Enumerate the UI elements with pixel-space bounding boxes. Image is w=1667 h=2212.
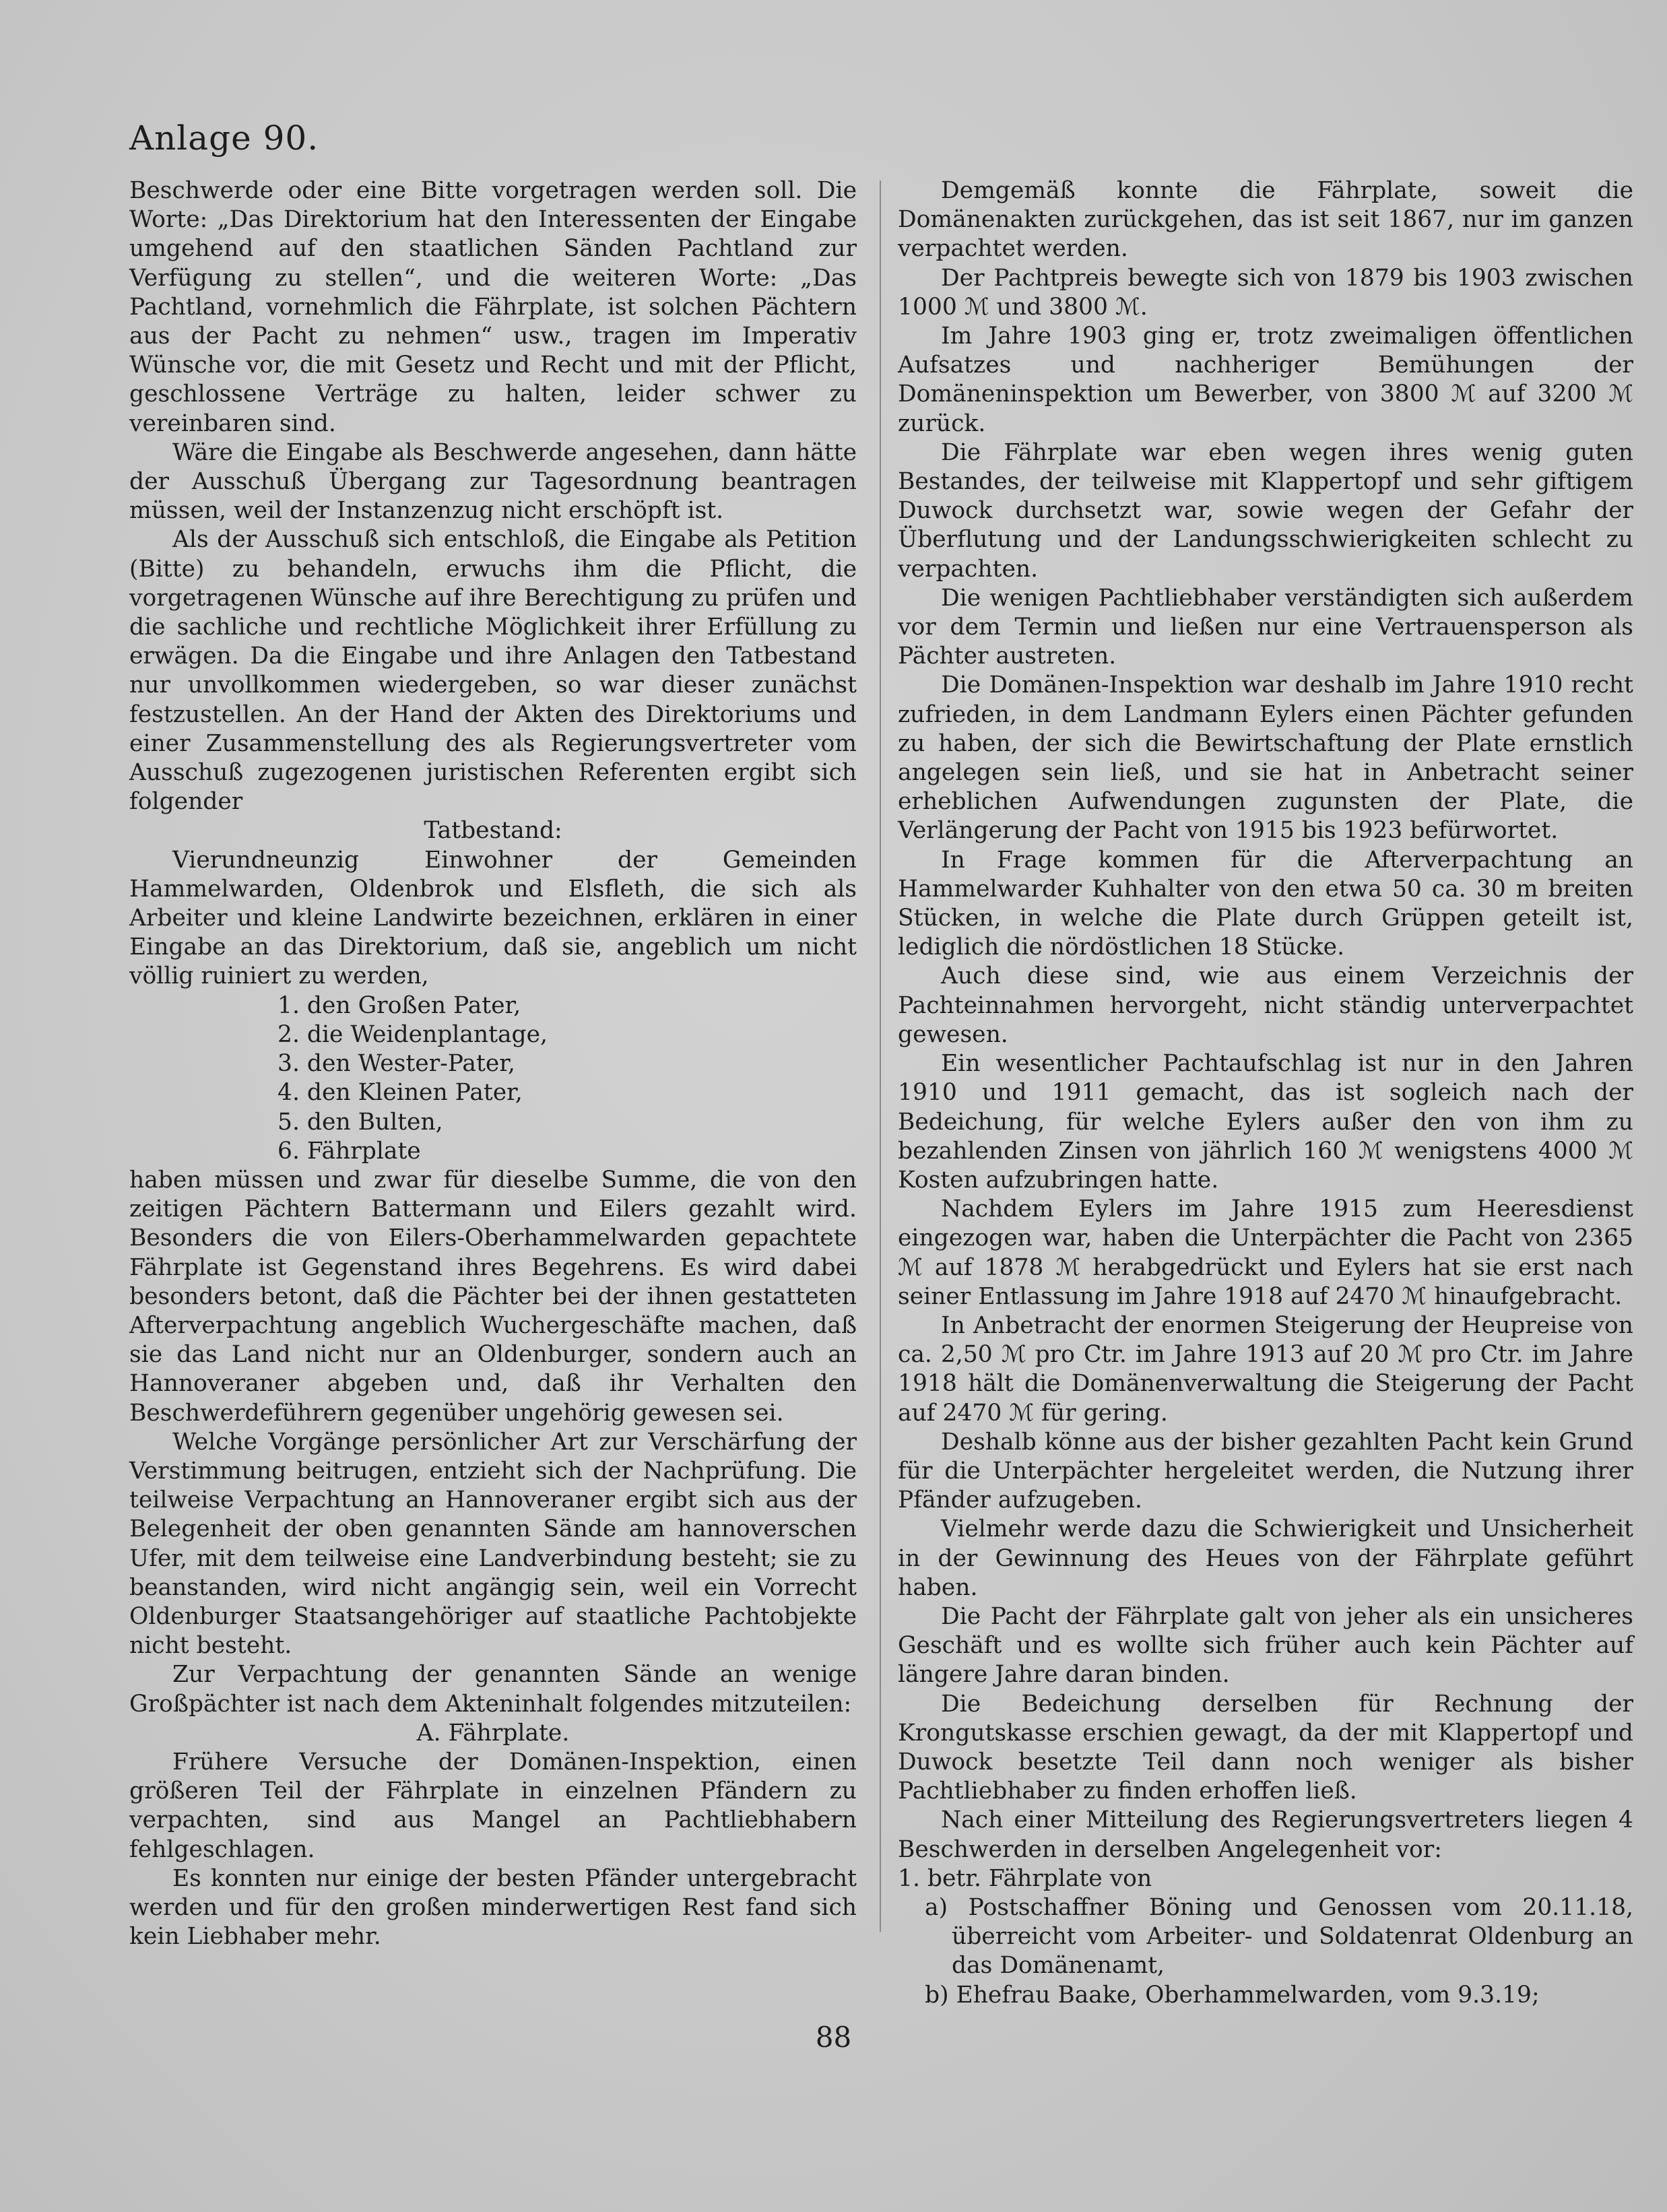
paragraph: Die Pacht der Fährplate galt von jeher als ein unsicheres Geschäft und es wollte sich früher auch kein Pächter auf längere Jahre daran binden. (898, 1602, 1633, 1689)
paragraph: Wäre die Eingabe als Beschwerde angesehen, dann hätte der Ausschuß Übergang zur Tagesordnung beantragen müssen, weil der Instanzenzug nicht erschöpft ist. (129, 438, 857, 525)
paragraph: Vierundneunzig Einwohner der Gemeinden Hammelwarden, Oldenbrok und Elsfleth, die sich als Arbeiter und kleine Landwirte bezeichnen, erklären in einer Eingabe an das Direktorium, daß sie, angeblich um nicht völlig ruiniert zu werden, (129, 846, 857, 990)
complaint-subitem: b) Ehefrau Baake, Oberhammelwarden, vom 9.3.19; (925, 1981, 1540, 2009)
paragraph: Nachdem Eylers im Jahre 1915 zum Heeresdienst eingezogen war, haben die Unterpächter die Pacht von 2365 ℳ auf 1878 ℳ herabgedrückt und Eylers hat sie erst nach seiner Entlassung im Jahre 1918 auf 2470 ℳ hinaufgebracht. (898, 1196, 1633, 1310)
paragraph: In Frage kommen für die Afterverpachtung an Hammelwarder Kuhhalter von den etwa 50 ca. 30 m breiten Stücken, in welche die Plate durch Grüppen geteilt ist, lediglich die nördöstlichen 18 Stücke. (898, 846, 1633, 961)
list-item: 5. den Bulten, (277, 1108, 443, 1136)
list-item: 1. den Großen Pater, (277, 991, 521, 1019)
list-item: 4. den Kleinen Pater, (277, 1079, 523, 1107)
complaint-subitem: a) Postschaffner Böning und Genossen vom 20.11.18, überreicht vom Arbeiter- und Soldatenrat Oldenburg an das Domänenamt, (925, 1893, 1633, 1980)
left-column (129, 176, 857, 1951)
paragraph: Frühere Versuche der Domänen-Inspektion, einen größeren Teil der Fährplate in einzelnen Pfändern zu verpachten, sind aus Mangel an Pachtliebhabern fehlgeschlagen. (129, 1748, 857, 1863)
paragraph: Auch diese sind, wie aus einem Verzeichnis der Pachteinnahmen hervorgeht, nicht ständig unterverpachtet gewesen. (898, 963, 1633, 1048)
paragraph: Ein wesentlicher Pachtaufschlag ist nur in den Jahren 1910 und 1911 gemacht, das ist sogleich nach der Bedeichung, für welche Eylers außer den von ihm zu bezahlenden Zinsen von jährlich 160 ℳ wenigstens 4000 ℳ Kosten aufzubringen hatte. (898, 1050, 1633, 1194)
paragraph: Deshalb könne aus der bisher gezahlten Pacht kein Grund für die Unterpächter hergeleitet werden, die Nutzung ihrer Pfänder aufzugeben. (898, 1428, 1633, 1514)
section-heading-tatbestand: Tatbestand: (424, 817, 562, 845)
paragraph: Demgemäß konnte die Fährplate, soweit die Domänenakten zurückgehen, das ist seit 1867, nur im ganzen verpachtet werden. (898, 177, 1633, 263)
page-number: 88 (815, 2021, 852, 2054)
paragraph: Beschwerde oder eine Bitte vorgetragen werden soll. Die Worte: „Das Direktorium hat den Interessenten der Eingabe umgehend auf den staatlichen Sänden Pachtland zur Verfügung zu stellen“, und die weiteren Worte: „Das Pachtland, vornehmlich die Fährplate, ist solchen Pächtern aus der Pacht zu nehmen“ usw., tragen im Imperativ Wünsche vor, die mit Gesetz und Recht und mit der Pflicht, geschlossene Verträge zu halten, leider schwer zu vereinbaren sind. (129, 177, 857, 437)
paragraph: Als der Ausschuß sich entschloß, die Eingabe als Petition (Bitte) zu behandeln, erwuchs ihm die Pflicht, die vorgetragenen Wünsche auf ihre Berechtigung zu prüfen und die sachliche und rechtliche Möglichkeit ihrer Erfüllung zu erwägen. Da die Eingabe und ihre Anlagen den Tatbestand nur unvollkommen wiedergeben, so war dieser zunächst festzustellen. An der Hand der Akten des Direktoriums und einer Zusammenstellung des als Regierungsvertreter vom Ausschuß zugezogenen juristischen Referenten ergibt sich folgender (129, 526, 857, 816)
sands-list (129, 991, 857, 1166)
list-item: 2. die Weidenplantage, (277, 1020, 548, 1048)
list-item: 6. Fährplate (277, 1137, 421, 1165)
paragraph: Die Fährplate war eben wegen ihres wenig guten Bestandes, der teilweise mit Klappertopf und sehr giftigem Duwock durchsetzt war, sowie wegen der Gefahr der Überflutung und der Landungsschwierigkeiten schlecht zu verpachten. (898, 438, 1633, 583)
section-heading-faehrplate: A. Fährplate. (416, 1719, 570, 1747)
paragraph: Welche Vorgänge persönlicher Art zur Verschärfung der Verstimmung beitrugen, entzieht sich der Nachprüfung. Die teilweise Verpachtung an Hannoveraner ergibt sich aus der Belegenheit der oben genannten Sände am hannoverschen Ufer, mit dem teilweise eine Landverbindung besteht; sie zu beanstanden, wird nicht angängig sein, weil ein Vorrecht Oldenburger Staatsangehöriger auf staatliche Pachtobjekte nicht besteht. (129, 1428, 857, 1660)
paragraph: Die Domänen-Inspektion war deshalb im Jahre 1910 recht zufrieden, in dem Landmann Eylers einen Pächter gefunden zu haben, der sich die Bewirtschaftung der Plate ernstlich angelegen sein ließ, und sie hat in Anbetracht seiner erheblichen Aufwendungen zugunsten der Plate, die Verlängerung der Pacht von 1915 bis 1923 befürwortet. (898, 672, 1633, 845)
list-item: 3. den Wester-Pater, (277, 1050, 515, 1078)
paragraph: Im Jahre 1903 ging er, trotz zweimaligen öffentlichen Aufsatzes und nachheriger Bemühungen der Domäneninspektion um Bewerber, von 3800 ℳ auf 3200 ℳ zurück. (898, 323, 1633, 437)
paragraph: In Anbetracht der enormen Steigerung der Heupreise von ca. 2,50 ℳ pro Ctr. im Jahre 1913 auf 20 ℳ pro Ctr. im Jahre 1918 hält die Domänenverwaltung die Steigerung der Pacht auf 2470 ℳ für gering. (898, 1311, 1633, 1427)
right-column (898, 176, 1633, 2010)
annex-title: Anlage 90. (129, 119, 319, 158)
paragraph: Die wenigen Pachtliebhaber verständigten sich außerdem vor dem Termin und ließen nur eine Vertrauensperson als Pächter austreten. (898, 584, 1633, 670)
paragraph: Der Pachtpreis bewegte sich von 1879 bis 1903 zwischen 1000 ℳ und 3800 ℳ. (898, 264, 1633, 321)
complaint-item: 1. betr. Fährplate von (898, 1864, 1152, 1892)
paragraph: Zur Verpachtung der genannten Sände an wenige Großpächter ist nach dem Akteninhalt folgendes mitzuteilen: (129, 1661, 857, 1718)
paragraph: Es konnten nur einige der besten Pfänder untergebracht werden und für den großen minderwertigen Rest fand sich kein Liebhaber mehr. (129, 1864, 857, 1951)
paragraph: Nach einer Mitteilung des Regierungsvertreters liegen 4 Beschwerden in derselben Angelegenheit vor: (898, 1807, 1633, 1863)
paragraph: Die Bedeichung derselben für Rechnung der Krongutskasse erschien gewagt, da der mit Klappertopf und Duwock besetzte Teil dann noch weniger als bisher Pachtliebhaber zu finden erhoffen ließ. (898, 1690, 1633, 1805)
paragraph: Vielmehr werde dazu die Schwierigkeit und Unsicherheit in der Gewinnung des Heues von der Fährplate geführt haben. (898, 1516, 1633, 1601)
column-divider (880, 181, 881, 1932)
paragraph: haben müssen und zwar für dieselbe Summe, die von den zeitigen Pächtern Battermann und Eilers gezahlt wird. Besonders die von Eilers-Oberhammelwarden gepachtete Fährplate ist Gegenstand ihres Begehrens. Es wird dabei besonders betont, daß die Pächter bei der ihnen gestatteten Afterverpachtung angeblich Wuchergeschäfte machen, daß sie das Land nicht nur an Oldenburger, sondern auch an Hannoveraner abgeben und, daß ihr Verhalten den Beschwerdeführern gegenüber ungehörig gewesen sei. (129, 1166, 857, 1427)
